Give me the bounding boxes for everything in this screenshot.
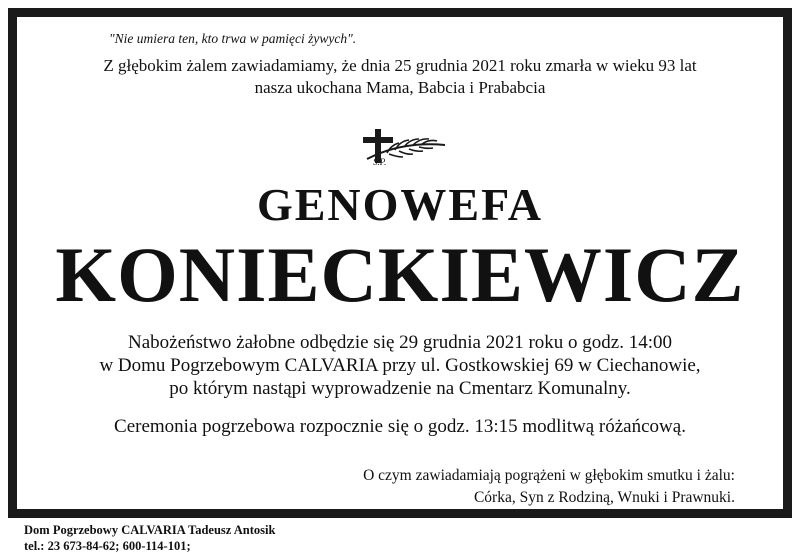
intro-line-1: Z głębokim żalem zawiadamiamy, że dnia 25 grudnia 2021 roku zmarła w wieku 93 lat (103, 56, 697, 75)
funeral-home-footer (24, 522, 275, 554)
announcement-intro (17, 55, 783, 99)
obituary-frame (8, 8, 792, 518)
service-details (17, 331, 783, 400)
memorial-quote: "Nie umiera ten, kto trwa w pamięci żywych". (109, 31, 357, 46)
family-signature (363, 465, 735, 509)
deceased-first-name: GENOWEFA (256, 179, 544, 230)
sp-abbreviation: Ś.P. (373, 157, 387, 167)
ceremony-details: Ceremonia pogrzebowa rozpocznie się o godz. 13:15 modlitwą różańcową. (114, 416, 686, 437)
funeral-home-phone: tel.: 23 673-84-62; 600-114-101; (24, 539, 191, 553)
cross-palm-icon (357, 127, 447, 177)
service-line-3: po którym nastąpi wyprowadzenie na Cmentarz Komunalny. (169, 378, 631, 399)
service-line-2: w Domu Pogrzebowym CALVARIA przy ul. Gostkowskiej 69 w Ciechanowie, (99, 355, 701, 376)
obituary-card (16, 16, 784, 510)
intro-line-2: nasza ukochana Mama, Babcia i Prababcia (254, 78, 546, 97)
service-line-1: Nabożeństwo żałobne odbędzie się 29 grudnia 2021 roku o godz. 14:00 (127, 332, 672, 353)
deceased-last-name: KONIECKIEWICZ (55, 231, 745, 318)
family-line-1: O czym zawiadamiają pogrążeni w głębokim smutku i żalu: (363, 467, 735, 484)
family-line-2: Córka, Syn z Rodziną, Wnuki i Prawnuki. (473, 489, 735, 506)
funeral-home-name: Dom Pogrzebowy CALVARIA Tadeusz Antosik (24, 523, 276, 537)
